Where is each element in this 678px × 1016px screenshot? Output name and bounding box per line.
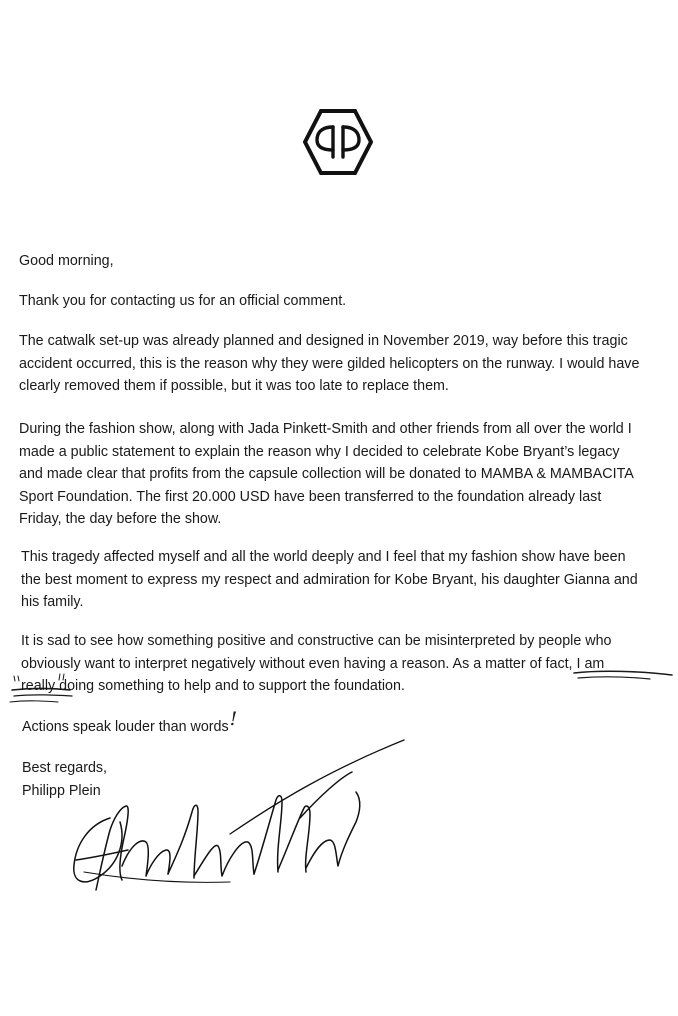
underline-mark <box>10 701 58 702</box>
paragraph-catwalk <box>19 330 639 398</box>
signer-name: Philipp Plein <box>22 782 101 799</box>
paragraph-line: Sport Foundation. The first 20.000 USD have been transferred to the foundation already last <box>19 488 602 505</box>
greeting: Good morning, <box>19 253 114 269</box>
sign-off: Best regards, <box>22 760 108 776</box>
paragraph-line: and made clear that profits from the capsule collection will be donated to MAMBA & MAMBACITA <box>19 466 634 482</box>
paragraph-line: his family. <box>21 594 84 610</box>
paragraph-line: made a public statement to explain the reason why I decided to celebrate Kobe Bryant’s legacy <box>19 443 620 460</box>
handwritten-exclamation: ! <box>229 708 238 730</box>
paragraph-line: During the fashion show, along with Jada Pinkett-Smith and other friends from all over the world I <box>19 421 632 437</box>
paragraph-misinterpreted <box>21 630 611 698</box>
pp-logo <box>303 109 373 175</box>
paragraph-line: clearly removed them if possible, but it was too late to replace them. <box>19 378 449 394</box>
paragraph-line: It is sad to see how something positive and constructive can be misinterpreted by people who <box>21 633 612 649</box>
quote-mark <box>14 676 19 681</box>
paragraph-line: the best moment to express my respect and admiration for Kobe Bryant, his daughter Gianna and <box>21 571 638 588</box>
paragraph-line: obviously want to interpret negatively without even having a reason. As a matter of fact, I am <box>21 655 605 672</box>
signature <box>74 740 404 890</box>
sign-off-block <box>22 757 107 802</box>
paragraph-line: The catwalk set-up was already planned and designed in November 2019, way before this tragic <box>19 333 628 349</box>
paragraph-line: This tragedy affected myself and all the world deeply and I feel that my fashion show have been <box>21 549 626 565</box>
thanks-line: Thank you for contacting us for an official comment. <box>19 293 347 309</box>
paragraph-line: really doing something to help and to support the foundation. <box>21 678 405 694</box>
closing-text: Actions speak louder than words <box>22 719 229 735</box>
closing-line <box>22 708 238 739</box>
paragraph-fashion-show <box>19 418 634 531</box>
paragraph-line: accident occurred, this is the reason why they were gilded helicopters on the runway. I would have <box>19 355 640 372</box>
paragraph-line: Friday, the day before the show. <box>19 511 222 527</box>
paragraph-tragedy <box>21 546 638 614</box>
